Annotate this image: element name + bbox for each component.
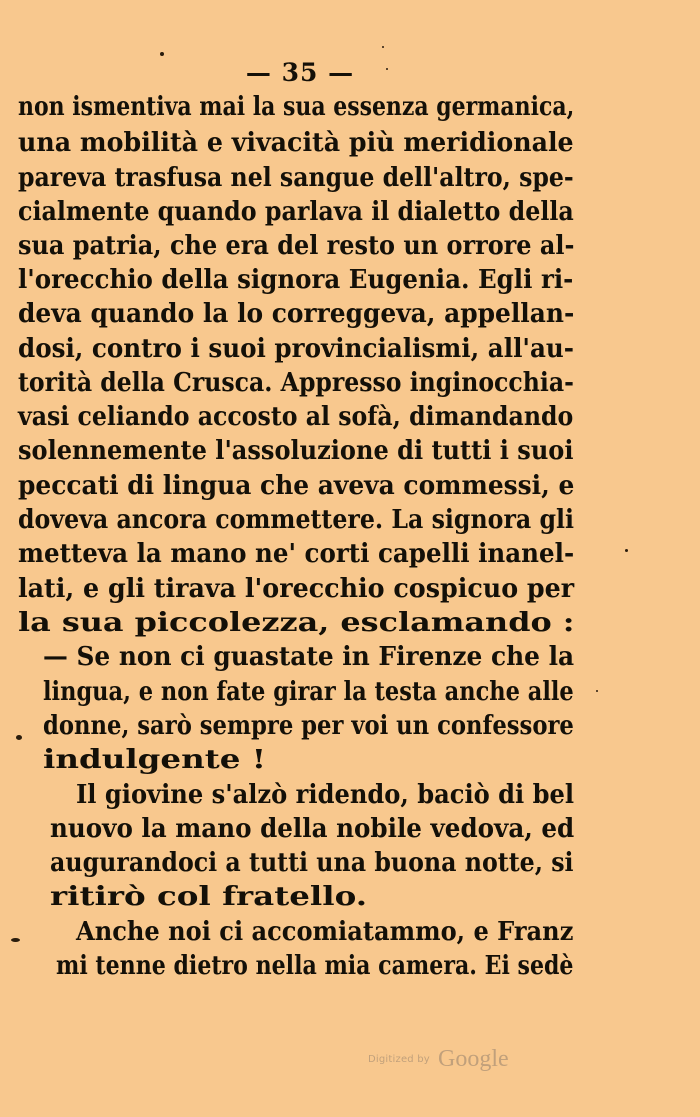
text-line: non ismentiva mai la sua essenza germanica, (18, 92, 575, 122)
text-line: una mobilità e vivacità più meridionale (18, 128, 574, 158)
text-line: peccati di lingua che aveva commessi, e (18, 471, 575, 501)
page-number: — 35 — (245, 58, 355, 87)
text-line: solennemente l'assoluzione di tutti i suoi (18, 436, 574, 466)
text-line: ritirò col fratello. (50, 882, 368, 912)
ink-speck (596, 690, 598, 692)
digitized-by-label: Digitized by (368, 1054, 430, 1065)
text-line: — Se non ci guastate in Firenze che la (43, 642, 575, 672)
text-line: sua patria, che era del resto un orrore al- (18, 231, 575, 261)
ink-speck (382, 46, 384, 48)
text-line: augurandoci a tutti una buona notte, si (50, 848, 574, 878)
text-line: deva quando la lo correggeva, appellan- (18, 299, 575, 329)
ink-speck (625, 549, 628, 552)
text-line: pareva trasfusa nel sangue dell'altro, spe- (18, 163, 574, 193)
text-line: dosi, contro i suoi provincialismi, all'au- (18, 334, 574, 364)
text-line: vasi celiando accosto al sofà, dimandando (18, 402, 574, 432)
text-line: la sua piccolezza, esclamando : (18, 608, 575, 638)
text-line: nuovo la mano della nobile vedova, ed (50, 814, 575, 844)
text-line: l'orecchio della signora Eugenia. Egli ri- (18, 265, 574, 295)
text-line: indulgente ! (43, 745, 266, 775)
text-line: cialmente quando parlava il dialetto della (18, 197, 574, 227)
google-logo-text: Google (438, 1046, 509, 1072)
text-line: mi tenne dietro nella mia camera. Ei sedè (56, 951, 574, 981)
text-line: lati, e gli tirava l'orecchio cospicuo per (18, 574, 575, 604)
ink-speck (11, 938, 20, 942)
text-line: donne, sarò sempre per voi un confessore (43, 711, 574, 741)
ink-speck (16, 735, 22, 740)
ink-speck (386, 68, 388, 70)
text-line: Il giovine s'alzò ridendo, baciò di bel (76, 780, 575, 810)
ink-speck (160, 52, 164, 56)
digitization-watermark (368, 1046, 509, 1073)
text-line: Anche noi ci accomiatammo, e Franz (76, 917, 574, 947)
text-line: torità della Crusca. Appresso inginocchia- (18, 368, 574, 398)
text-line: metteva la mano ne' corti capelli inanel- (18, 539, 575, 569)
text-line: lingua, e non fate girar la testa anche alle (43, 677, 574, 707)
text-line: doveva ancora commettere. La signora gli (18, 505, 575, 535)
